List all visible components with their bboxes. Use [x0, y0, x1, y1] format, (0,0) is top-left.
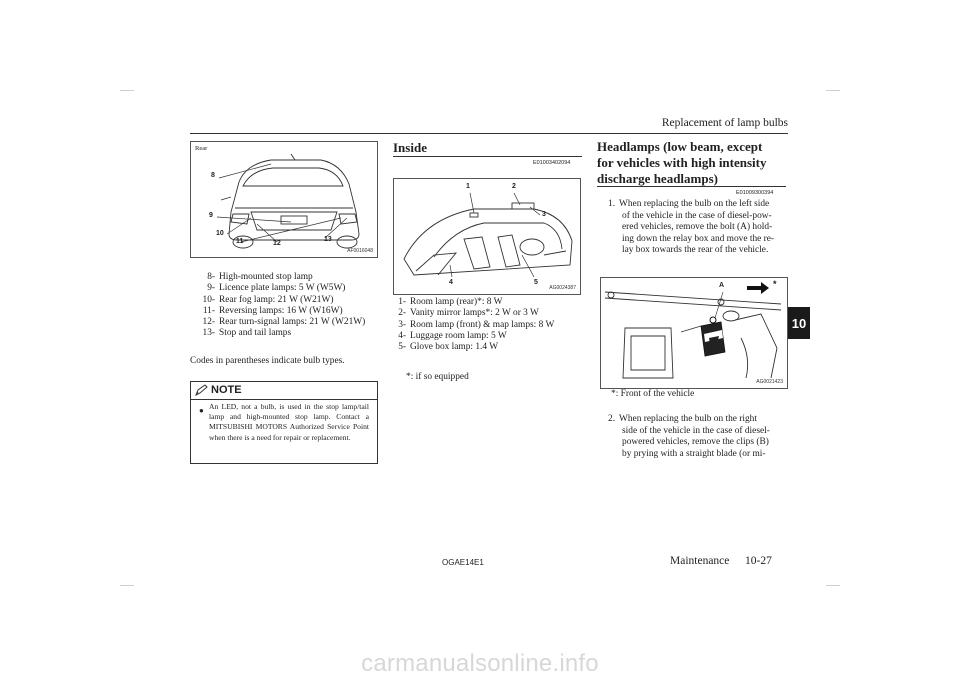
note-title: NOTE: [211, 384, 242, 396]
engine-bay-figure: [600, 277, 788, 389]
running-header: Replacement of lamp bulbs: [661, 117, 788, 129]
item-number: 1-: [398, 297, 406, 307]
callout-3: 3: [542, 211, 546, 218]
inside-footnote: *: if so equipped: [406, 372, 469, 382]
item-number: 9-: [207, 283, 215, 294]
item-text: Stop and tail lamps: [219, 328, 292, 339]
crop-mark: [826, 90, 840, 91]
item-number: 10-: [202, 294, 215, 305]
chapter-tab: 10: [788, 307, 810, 339]
callout-1: 1: [466, 183, 470, 190]
item-number: 5-: [398, 342, 406, 353]
title-line: Headlamps (low beam, except: [597, 139, 763, 154]
title-line: discharge headlamps): [597, 171, 718, 186]
step-number: 1.: [608, 199, 616, 209]
inside-code: E01003402094: [533, 160, 571, 166]
interior-lamp-list: [381, 297, 554, 353]
list-item: [190, 317, 365, 328]
list-item: [190, 283, 365, 294]
figure-label: Rear: [195, 145, 208, 152]
list-item: [190, 306, 365, 317]
figure-code: AG0024387: [549, 285, 576, 291]
watermark: carmanualsonline.info: [361, 650, 599, 677]
step-line: of the vehicle in the case of diesel-pow-: [622, 210, 772, 221]
item-number: 13-: [202, 328, 215, 339]
item-text: Rear turn-signal lamps: 21 W (W21W): [219, 317, 366, 328]
codes-note: Codes in parentheses indicate bulb types.: [190, 356, 345, 366]
front-footnote: *: Front of the vehicle: [611, 389, 695, 399]
step-number: 2.: [608, 414, 616, 424]
figure-code: AG0021423: [756, 379, 783, 385]
callout-11: 11: [236, 238, 244, 245]
document-code: OGAE14E1: [442, 558, 484, 567]
pencil-icon: [195, 384, 209, 396]
footer-section: Maintenance: [670, 555, 730, 567]
item-number: 2-: [398, 308, 406, 319]
item-number: 4-: [398, 330, 406, 341]
arrow-label: *: [773, 279, 777, 289]
header-rule: [190, 133, 788, 134]
item-number: 12-: [202, 317, 215, 328]
bullet-icon: ●: [199, 406, 204, 415]
note-box: [190, 381, 378, 464]
list-item: [381, 297, 554, 308]
item-text: Reversing lamps: 16 W (W16W): [219, 305, 343, 316]
step-line: When replacing the bulb on the right: [619, 414, 757, 424]
step-line: lay box towards the rear of the vehicle.: [622, 245, 769, 255]
callout-2: 2: [512, 183, 516, 190]
item-text: Room lamp (front) & map lamps: 8 W: [410, 319, 555, 330]
interior-car-illustration: [394, 179, 580, 294]
headlamps-code: E01009300394: [736, 190, 774, 196]
list-item: [381, 320, 554, 331]
callout-10: 10: [216, 230, 224, 237]
interior-lamps-figure: [393, 178, 581, 295]
list-item: [381, 308, 554, 319]
crop-mark: [120, 90, 134, 91]
item-text: Licence plate lamps: 5 W (W5W): [219, 283, 346, 294]
step-line: ered vehicles, remove the bolt (A) hold-: [622, 222, 773, 232]
title-line: for vehicles with high intensity: [597, 155, 767, 170]
step-line: by prying with a straight blade (or mi-: [622, 448, 766, 459]
item-text: Luggage room lamp: 5 W: [410, 330, 507, 341]
note-header: [191, 382, 377, 400]
item-text: Room lamp (rear)*: 8 W: [410, 297, 503, 307]
headlamps-title: [597, 139, 767, 187]
note-text: An LED, not a bulb, is used in the stop lamp/tail lamp and high-mounted stop lamp. Contact a MITSUBISHI MOTORS Authorized Service Point when there is a need for repair or replacement.: [209, 402, 369, 442]
item-text: Glove box lamp: 1.4 W: [410, 342, 499, 353]
list-item: [190, 295, 365, 306]
rear-lamps-figure: [190, 141, 378, 258]
item-number: 3-: [398, 319, 406, 330]
crop-mark: [826, 585, 840, 586]
item-text: High-mounted stop lamp: [219, 272, 313, 282]
callout-5: 5: [534, 279, 538, 286]
step-text: [619, 199, 786, 257]
item-number: 8-: [207, 272, 215, 282]
item-number: 11-: [202, 305, 215, 316]
rear-car-illustration: [191, 142, 377, 257]
list-item: [381, 342, 554, 353]
rear-lamp-list: [190, 272, 365, 340]
headlamps-rule: [597, 186, 786, 187]
step-line: side of the vehicle in the case of diesel-: [622, 425, 770, 436]
list-item: [190, 272, 365, 283]
callout-8: 8: [211, 172, 215, 179]
callout-a: A: [719, 282, 725, 289]
crop-mark: [120, 585, 134, 586]
callout-12: 12: [273, 240, 281, 247]
step-line: ing down the relay box and move the re-: [622, 233, 775, 244]
figure-code: AF0016048: [347, 248, 373, 254]
step-text: [619, 414, 786, 460]
step-line: powered vehicles, remove the clips (B): [622, 437, 769, 447]
list-item: [381, 331, 554, 342]
inside-rule: [393, 156, 582, 157]
item-text: Vanity mirror lamps*: 2 W or 3 W: [410, 308, 539, 319]
step-line: When replacing the bulb on the left side: [619, 199, 770, 209]
page-number: 10-27: [745, 555, 772, 567]
engine-bay-illustration: [601, 278, 787, 388]
item-text: Rear fog lamp: 21 W (W21W): [219, 294, 334, 305]
list-item: [190, 328, 365, 339]
inside-title: Inside: [393, 140, 427, 155]
callout-9: 9: [209, 212, 213, 219]
callout-4: 4: [449, 279, 453, 286]
callout-13: 13: [324, 236, 332, 243]
